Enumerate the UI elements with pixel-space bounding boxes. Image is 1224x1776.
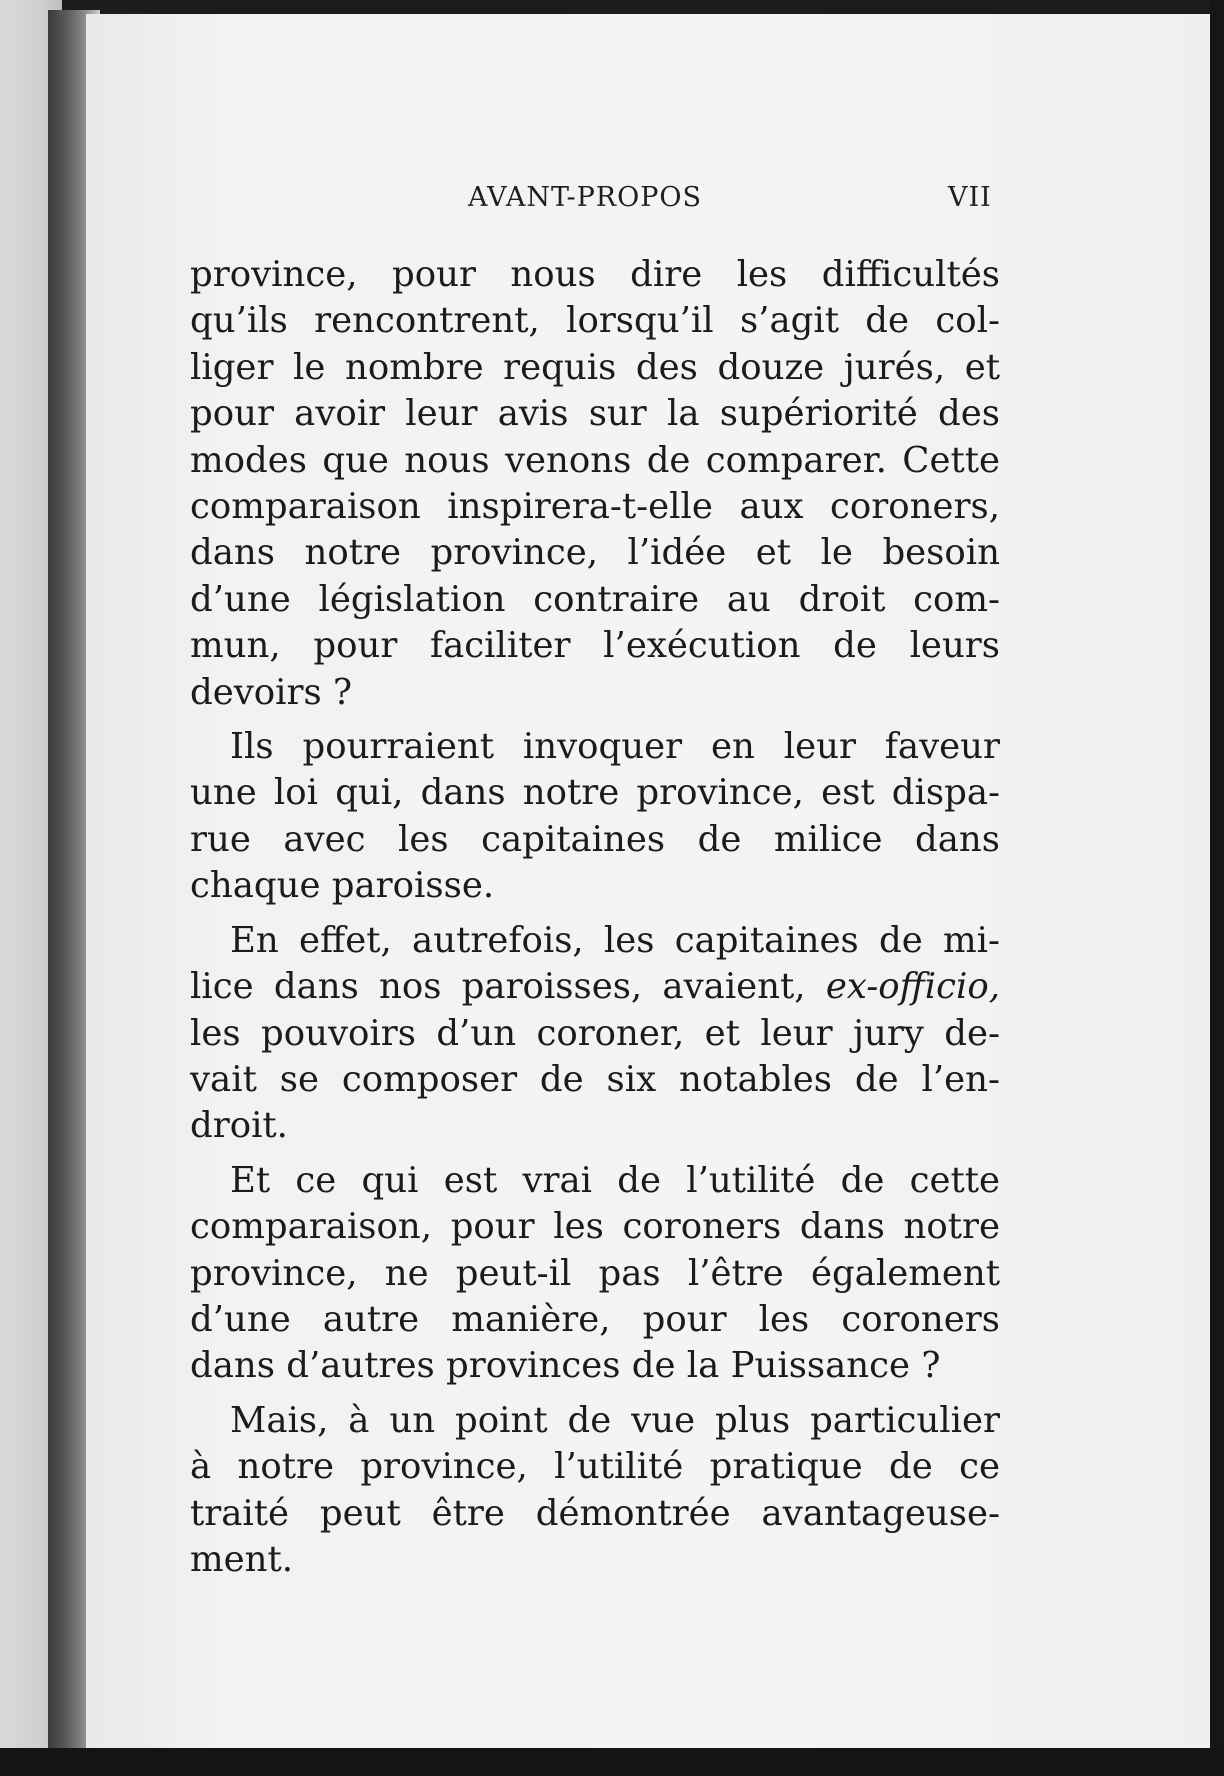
text-line: d’une législation contraire au droit com- (190, 578, 1000, 620)
text-line: province, ne peut-il pas l’être également (190, 1252, 1000, 1294)
text-line (190, 964, 1000, 1010)
text-line: Ils pourraient invoquer en leur faveur (230, 726, 1000, 768)
text-line: province, pour nous dire les difficultés (190, 254, 1000, 295)
text-line: modes que nous venons de comparer. Cette (190, 439, 1000, 481)
paragraph (190, 1398, 1000, 1584)
text-line: comparaison inspirera-t-elle aux coroners, (190, 486, 1000, 528)
paragraph (190, 918, 1000, 1150)
text-line: d’une autre manière, pour les coroners (190, 1298, 1000, 1340)
paragraph (190, 724, 1000, 910)
page-number: VII (948, 182, 992, 213)
text-line: rue avec les capitaines de milice dans (190, 818, 1000, 860)
text-line: droit. (190, 1105, 288, 1147)
scan-border-bottom (0, 1748, 1224, 1776)
running-title: AVANT-PROPOS (468, 182, 703, 213)
text-line: à notre province, l’utilité pratique de ce (190, 1446, 1000, 1488)
scan-border-right (1210, 0, 1224, 1776)
text-line: pour avoir leur avis sur la supériorité des (190, 393, 1000, 435)
paragraph (190, 252, 1000, 716)
text-line: mun, pour faciliter l’exécution de leurs (190, 625, 1000, 667)
text-line: En effet, autrefois, les capitaines de mi- (230, 919, 1000, 961)
text-line: ment. (190, 1538, 294, 1580)
paragraph (190, 1158, 1000, 1390)
text-line: devoirs ? (190, 671, 353, 713)
text-fragment: lice dans nos paroisses, avaient, (190, 966, 806, 1008)
text-line: dans d’autres provinces de la Puissance ? (190, 1345, 941, 1387)
text-line: Et ce qui est vrai de l’utilité de cette (230, 1159, 1000, 1201)
text-line: vait se composer de six notables de l’en- (190, 1058, 1000, 1100)
text-line: qu’ils rencontrent, lorsqu’il s’agit de col- (190, 300, 1000, 342)
text-line: Mais, à un point de vue plus particulier (230, 1399, 1000, 1441)
text-line: les pouvoirs d’un coroner, et leur jury de- (190, 1012, 1000, 1054)
text-line: liger le nombre requis des douze jurés, et (190, 346, 1000, 388)
body-text (190, 252, 1000, 1591)
text-line: traité peut être démontrée avantageuse- (190, 1492, 1000, 1534)
text-line: une loi qui, dans notre province, est dispa- (190, 772, 1000, 814)
text-line: comparaison, pour les coroners dans notre (190, 1206, 1000, 1248)
text-line: chaque paroisse. (190, 865, 495, 907)
italic-term: ex-officio, (825, 966, 1001, 1008)
text-line: dans notre province, l’idée et le besoin (190, 532, 1000, 574)
